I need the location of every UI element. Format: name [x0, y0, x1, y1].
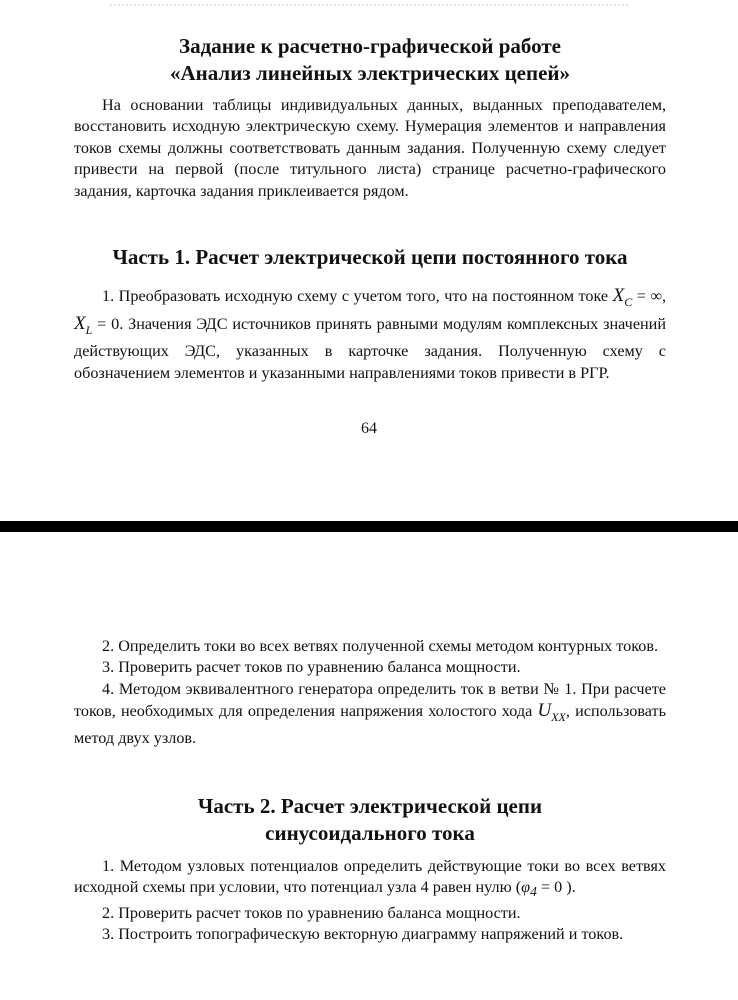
phi-value: = 0 — [540, 878, 563, 897]
item4-text-after: , использовать метод двух узлов. — [74, 702, 667, 748]
xl-value: = 0. — [97, 315, 124, 334]
xc-symbol: X — [612, 285, 625, 306]
part2-item3: 3. Построить топографическую векторную диаграмму напряжений и токов. — [102, 925, 624, 944]
xc-subscript: C — [624, 294, 633, 309]
part1-heading: Часть 1. Расчет электрической цепи постоянного тока — [112, 245, 628, 269]
part1-item1 — [74, 285, 666, 384]
intro-paragraph: На основании таблицы индивидуальных данных, выданных преподавателем, восстановить исходную электрическую схему. Нумерация элементов и направления токов схемы должны соответствовать данным задания. Полученную схему следует привести на первой (после титульного листа) странице расчетно-графического задания, карточка задания приклеивается рядом. — [74, 96, 666, 200]
phi-symbol: φ — [521, 878, 531, 897]
title-line-1: Задание к расчетно-графической работе — [179, 34, 561, 58]
uxx-formula — [537, 700, 566, 725]
part2-heading-line-1: Часть 2. Расчет электрической цепи — [197, 794, 543, 818]
xl-formula — [74, 313, 93, 337]
title-line-2: «Анализ линейных электрических цепей» — [169, 61, 571, 85]
phi-subscript: 4 — [530, 884, 537, 900]
part1-item2: 2. Определить токи во всех ветвях полученной схемы методом контурных токов. — [102, 637, 659, 655]
p2-item1-text-after: ). — [566, 878, 576, 897]
assignment-title — [74, 33, 666, 87]
part2-heading-block — [74, 793, 666, 847]
xl-subscript: L — [85, 323, 93, 337]
phi-formula — [521, 878, 537, 900]
part2-item2: 2. Проверить расчет токов по уравнению баланса мощности. — [102, 904, 521, 923]
intro-paragraph-block — [74, 95, 666, 202]
xc-value: = ∞, — [636, 287, 667, 305]
part1-item1-block — [74, 285, 666, 384]
part2-items — [74, 856, 666, 946]
p2-item1-text-before: 1. Методом узловых потенциалов определить действующие токи во всех ветвях исходной схемы при условии, что потенциал узла 4 равен нулю ( — [74, 857, 666, 897]
previous-page-edge — [110, 0, 628, 6]
part2-heading-line-2: синусоидального тока — [265, 821, 475, 845]
page-65 — [0, 532, 738, 1000]
xc-formula — [612, 285, 633, 309]
part1-item4 — [74, 679, 666, 750]
part1-heading-block — [74, 244, 666, 271]
page-separator — [0, 521, 738, 532]
part2-item1 — [74, 856, 666, 903]
part1-item3: 3. Проверить расчет токов по уравнению баланса мощности. — [102, 658, 521, 677]
part1-items-continued — [74, 636, 666, 750]
uxx-subscript: XX — [551, 710, 566, 725]
item1-text-after: Значения ЭДС источников принять равными модулям комплексных значений действующих ЭДС, указанных в карточке задания. Полученную схему с обозначением элементов и указанными направлениями токов привести в РГР. — [74, 315, 666, 382]
item1-text-before: 1. Преобразовать исходную схему с учетом того, что на постоянном токе — [102, 287, 609, 305]
uxx-symbol: U — [537, 700, 552, 722]
page-number: 64 — [361, 420, 377, 437]
item4-text-before: 4. Методом эквивалентного генератора определить ток в ветви № 1. При расчете токов, необходимых для определения напряжения холостого хода — [74, 679, 666, 721]
xl-symbol: X — [74, 313, 86, 335]
